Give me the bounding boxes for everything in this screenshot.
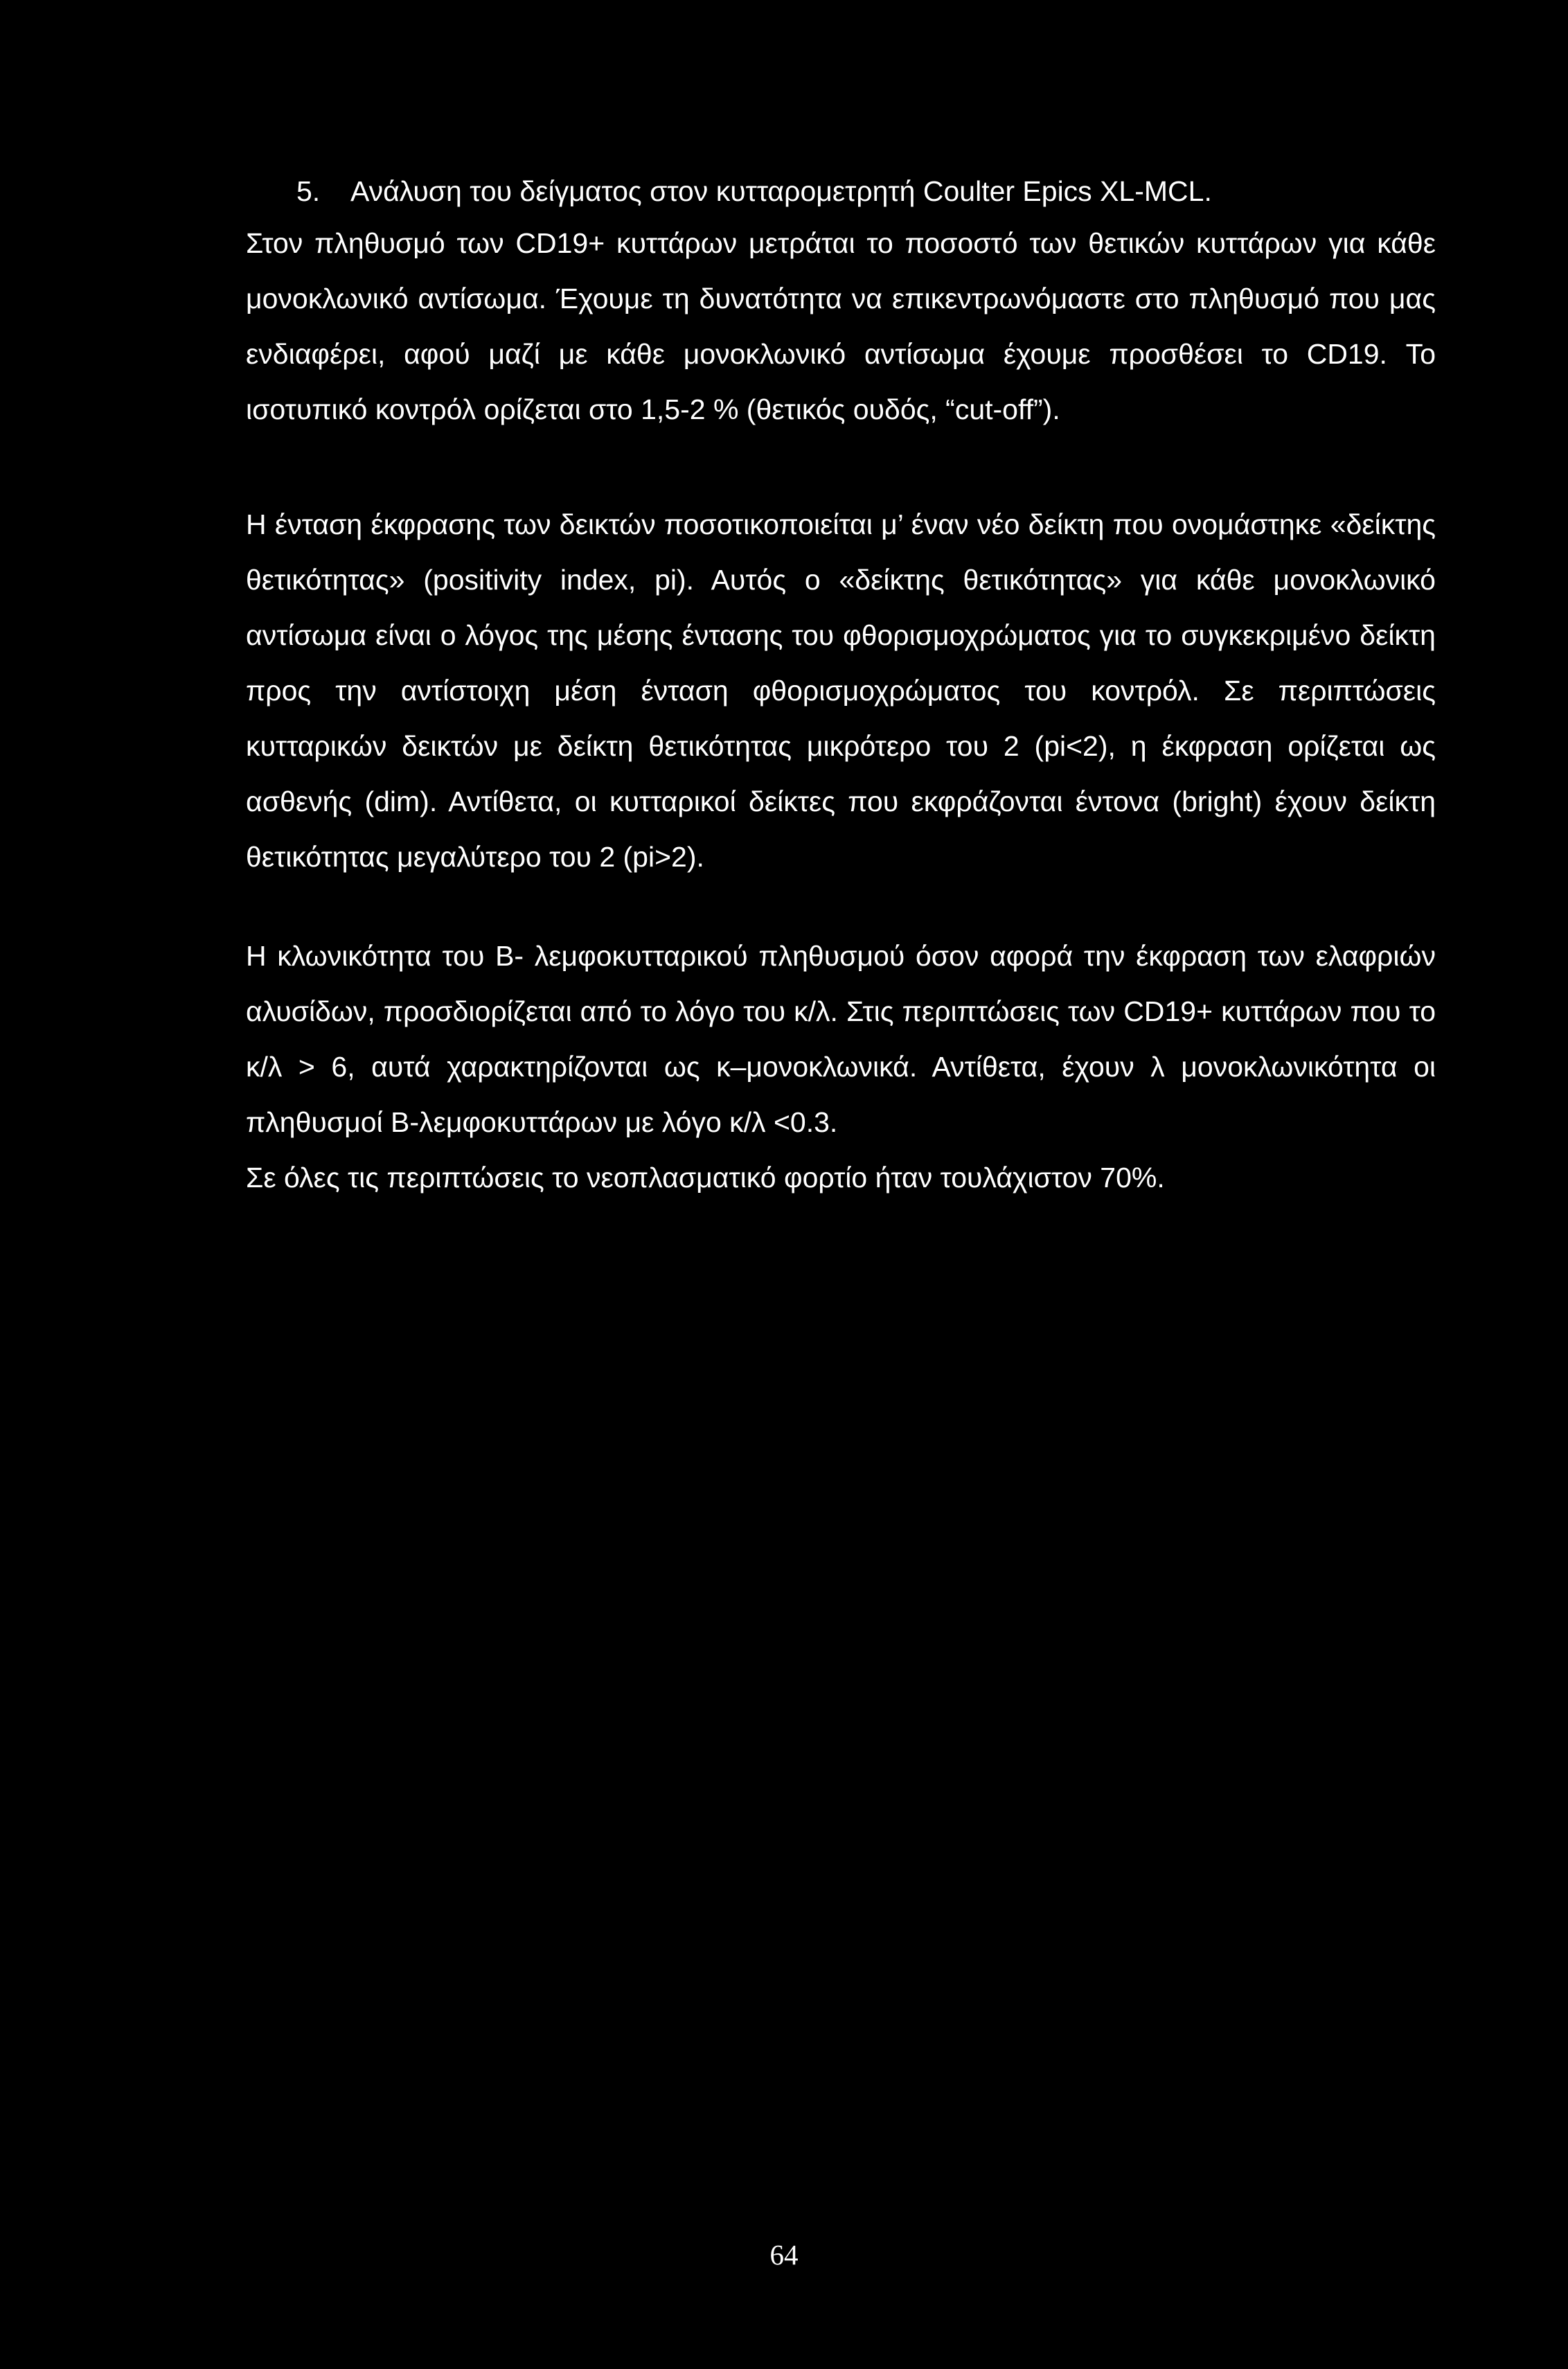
paragraph-population-percentage: [246, 215, 1436, 437]
page-number: 64: [769, 2239, 799, 2271]
section-number: 5.: [296, 175, 321, 207]
paragraph-text: Στον πληθυσμό των CD19+ κυττάρων μετράται το ποσοστό των θετικών κυττάρων για κάθε μονοκλωνικό αντίσωμα. Έχουμε τη δυνατότητα να επικεντρωνόμαστε στο πληθυσμό που μας ενδιαφέρει, αφού μαζί με κάθε μονοκλωνικό αντίσωμα έχουμε προσθέσει το CD19. Το ισοτυπικό κοντρόλ ορίζεται στο 1,5-2 % (θετικός ουδός, “cut-off”).: [246, 227, 1436, 425]
paragraph-text: Η κλωνικότητα του Β- λεμφοκυτταρικού πληθυσμού όσον αφορά την έκφραση των ελαφριών αλυσίδων, προσδιορίζεται από το λόγο του κ/λ. Στις περιπτώσεις των CD19+ κυττάρων που το κ/λ > 6, αυτά χαρακτηρίζονται ως κ–μονοκλωνικά. Αντίθετα, έχουν λ μονοκλωνικότητα οι πληθυσμοί Β-λεμφοκυττάρων με λόγο κ/λ <0.3.: [246, 940, 1436, 1138]
paragraph-neoplastic-load: [246, 1150, 1436, 1205]
section-heading: [296, 165, 1212, 218]
section-title: Ανάλυση του δείγματος στον κυτταρομετρητή Coulter Epics XL-MCL.: [350, 175, 1212, 207]
paragraph-clonality: [246, 928, 1436, 1150]
paragraph-text: Η ένταση έκφρασης των δεικτών ποσοτικοποιείται μ’ έναν νέο δείκτη που ονομάστηκε «δείκτης θετικότητας» (positivity index, pi). Αυτός ο «δείκτης θετικότητας» για κάθε μονοκλωνικό αντίσωμα είναι ο λόγος της μέσης έντασης του φθορισμοχρώματος για το συγκεκριμένο δείκτη προς την αντίστοιχη μέση ένταση φθορισμοχρώματος του κοντρόλ. Σε περιπτώσεις κυτταρικών δεικτών με δείκτη θετικότητας μικρότερο του 2 (pi<2), η έκφραση ορίζεται ως ασθενής (dim). Αντίθετα, οι κυτταρικοί δείκτες που εκφράζονται έντονα (bright) έχουν δείκτη θετικότητας μεγαλύτερο του 2 (pi>2).: [246, 508, 1436, 873]
paragraph-positivity-index: [246, 497, 1436, 885]
paragraph-text: Σε όλες τις περιπτώσεις το νεοπλασματικό φορτίο ήταν τουλάχιστον 70%.: [246, 1162, 1165, 1194]
